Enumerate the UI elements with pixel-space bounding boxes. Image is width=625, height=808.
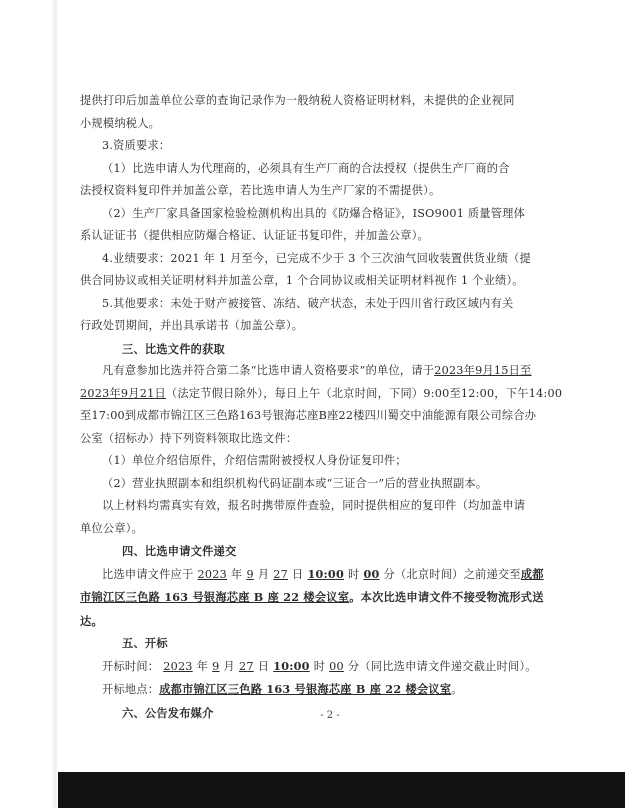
section-heading: 三、比选文件的获取 [122, 341, 225, 356]
text-span: 日 [292, 567, 304, 581]
opening-hour: 10:00 [273, 658, 310, 673]
page-number: - 2 - [320, 710, 340, 721]
submit-location: 市锦江区三色路 163 号银海芯座 B 座 22 楼会议室 [80, 590, 350, 604]
text-line: 达。 [80, 613, 103, 628]
submit-minute: 00 [363, 566, 380, 581]
text-span: 分（同比选申请文件递交截止时间）。 [347, 659, 537, 673]
text-span: 年 [196, 659, 209, 673]
opening-location: 成都市锦江区三色路 163 号银海芯座 B 座 22 楼会议室 [159, 682, 452, 696]
text-line: 行政处罚期间，并出具承诺书（加盖公章）。 [80, 319, 304, 332]
date-end: 2023年9月21日 [80, 386, 166, 400]
text-span: 。本次比选申请文件不接受物流形式送 [349, 590, 544, 604]
text-line: （2）生产厂家具备国家检验检测机构出具的《防爆合格证》，ISO9001 质量管理体 [102, 206, 526, 220]
opening-year: 2023 [163, 659, 193, 673]
section-heading: 四、比选申请文件递交 [122, 544, 237, 558]
submit-month: 9 [246, 567, 254, 581]
text-line: 公室（招标办）持下列资料领取比选文件： [80, 431, 298, 445]
text-line [80, 678, 580, 702]
text-span: 时 [348, 567, 360, 581]
text-line: （1）单位介绍信原件，介绍信需附被授权人身份证复印件； [102, 454, 407, 467]
text-line: 3.资质要求： [102, 139, 171, 152]
text-line: 小规模纳税人。 [80, 116, 161, 130]
text-span: 年 [231, 567, 243, 581]
text-line [80, 586, 580, 610]
text-line: 单位公章）。 [80, 521, 144, 535]
submit-location: 成都 [520, 566, 544, 581]
submit-year: 2023 [197, 567, 227, 581]
text-line [80, 383, 580, 406]
text-span: 比选申请文件应于 [102, 567, 194, 581]
opening-month: 9 [212, 659, 220, 673]
text-span: 月 [223, 659, 235, 673]
text-line [80, 563, 580, 587]
text-line: 4.业绩要求：2021 年 1 月至今，已完成不少于 3 个三次油气回收装置供货业绩（提 [102, 251, 531, 265]
text-line [80, 655, 580, 679]
opening-day: 27 [238, 659, 254, 673]
text-span: 分（北京时间）之前递交至 [383, 567, 521, 581]
submit-hour: 10:00 [307, 566, 345, 581]
text-span: 凡有意参加比选并符合第二条“比选申请人资格要求”的单位，请于 [102, 364, 435, 377]
text-line: 供合同协议或相关证明材料并加盖公章，1 个合同协议或相关证明材料视作 1 个业绩）。 [80, 274, 524, 287]
text-line [80, 360, 580, 383]
scan-bottom-band [58, 772, 625, 808]
text-span: 开标时间： [102, 659, 160, 673]
opening-minute: 00 [329, 659, 344, 673]
text-span: 开标地点： [102, 683, 160, 696]
text-line: 5.其他要求：未处于财产被接管、冻结、破产状态，未处于四川省行政区域内有关 [102, 296, 514, 310]
text-line: （2）营业执照副本和组织机构代码证副本或“三证合一”后的营业执照副本。 [102, 476, 488, 490]
text-span: 日 [257, 659, 270, 673]
submit-day: 27 [273, 567, 289, 581]
document-page [80, 0, 580, 770]
text-line: 以上材料均需真实有效，报名时携带原件查验，同时提供相应的复印件（均加盖申请 [102, 499, 526, 512]
text-span: 月 [257, 567, 270, 581]
section-heading: 六、公告发布媒介 [122, 705, 214, 720]
text-line: （1）比选申请人为代理商的，必须具有生产厂商的合法授权（提供生产厂商的合 [102, 161, 510, 175]
date-start: 2023年9月15日至 [434, 364, 532, 377]
text-span: 。 [451, 683, 463, 696]
text-line: 法授权资料复印件并加盖公章，若比选申请人为生产厂家的不需提供）。 [80, 184, 441, 197]
text-line: 系认证证书（提供相应防爆合格证、认证证书复印件，并加盖公章）。 [80, 229, 429, 242]
text-span: （法定节假日除外），每日上午（北京时间，下同）9:00至12:00，下午14:00 [165, 386, 563, 400]
scan-edge [0, 0, 58, 808]
section-heading: 五、开标 [122, 636, 168, 650]
text-span: 时 [313, 659, 326, 673]
text-line: 提供打印后加盖单位公章的查询记录作为一般纳税人资格证明材料，未提供的企业视同 [80, 94, 515, 107]
text-line: 至17:00到成都市锦江区三色路163号银海芯座B座22楼四川蜀交中油能源有限公司综合办 [80, 409, 537, 422]
